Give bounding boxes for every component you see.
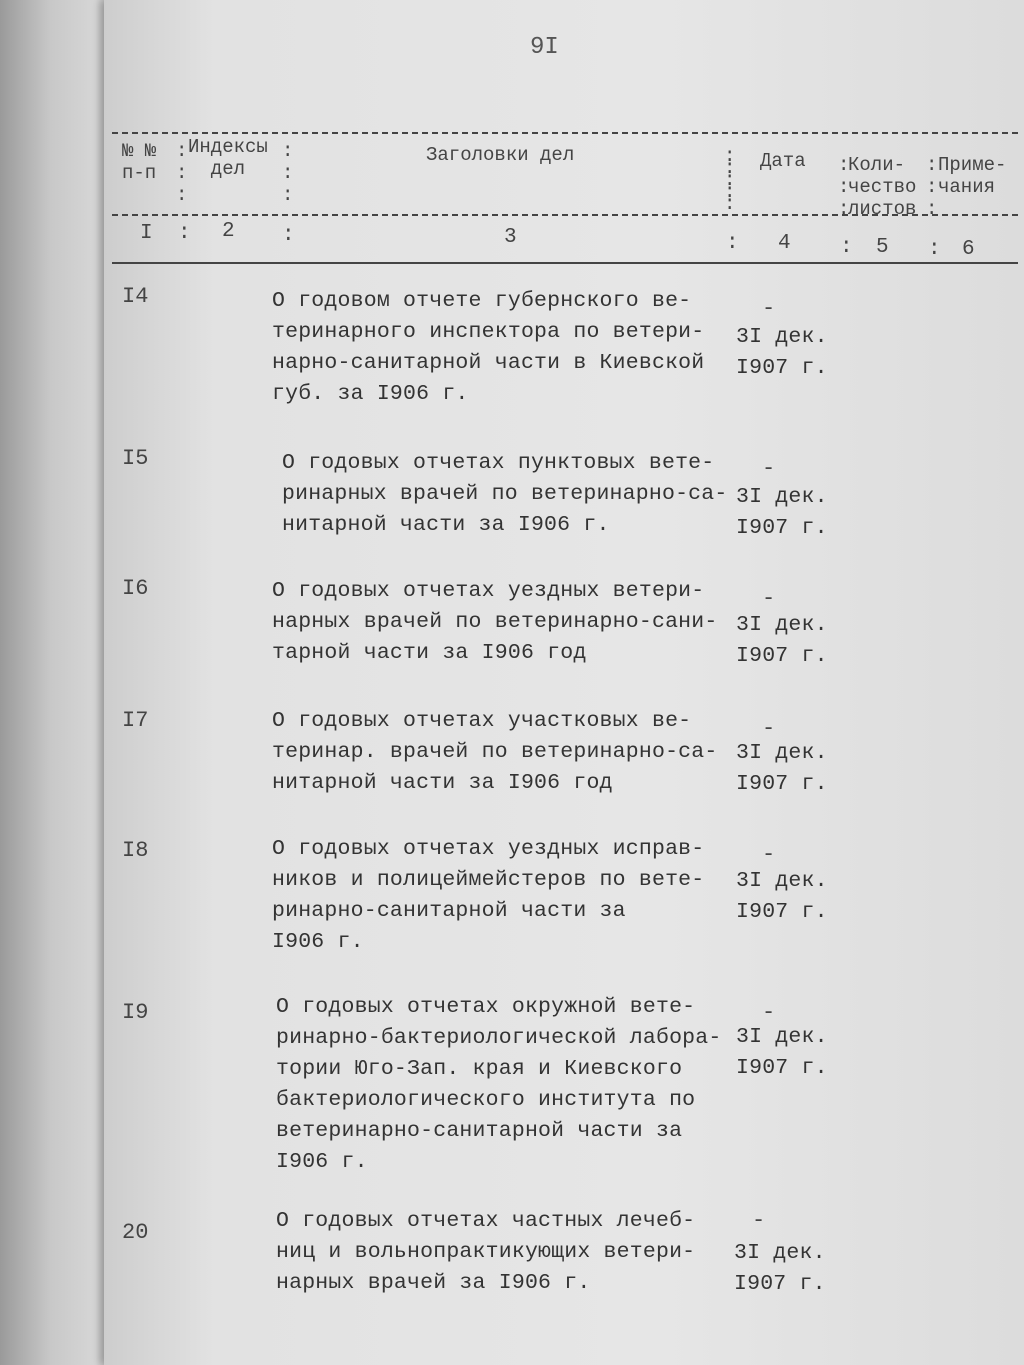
- row-date-dash: -: [762, 296, 776, 321]
- row-date: 3I дек. I907 г.: [736, 869, 828, 924]
- header-sep-4: : : :: [838, 154, 850, 220]
- header-sep-5: : : :: [926, 154, 938, 220]
- colnum-2: 2: [222, 220, 235, 243]
- colnum-6: 6: [962, 238, 975, 261]
- row-date-dash: -: [762, 586, 776, 611]
- row-title: О годовых отчетах пунктовых вете- ринарных врачей по ветеринарно-са- нитарной части за I906 г.: [282, 451, 728, 537]
- header-bottom-rule: [112, 262, 1018, 264]
- header-sep-1: : : :: [176, 140, 188, 206]
- row-title: О годовых отчетах уездных исправ- ников и полицеймейстеров по вете- ринарно-санитарной части за I906 г.: [272, 837, 705, 954]
- row-title: О годовых отчетах уездных ветери- нарных врачей по ветеринарно-сани- тарной части за I906 год: [272, 579, 718, 665]
- row-date-dash: -: [762, 716, 776, 741]
- row-number: I4: [122, 284, 149, 309]
- row-number: I6: [122, 576, 149, 601]
- row-date: 3I дек. I907 г.: [736, 1025, 828, 1080]
- header-mid-rule: [112, 214, 1018, 216]
- header-top-rule: [112, 132, 1018, 134]
- header-col-notes: Приме- чания: [938, 154, 1007, 198]
- row-date: 3I дек. I907 г.: [736, 325, 828, 380]
- row-title: О годовом отчете губернского ве- теринарного инспектора по ветери- нарно-санитарной части в Киевской губ. за I906 г.: [272, 289, 705, 406]
- row-title: О годовых отчетах окружной вете- ринарно-бактериологической лабора- тории Юго-Зап. края и Киевского бактериологического института по ветеринарно-санитарной части за I906 г.: [276, 995, 722, 1174]
- row-date-dash: -: [762, 842, 776, 867]
- row-number: I5: [122, 446, 149, 471]
- colnum-sep-5: :: [928, 238, 941, 261]
- header-sep-3: : : : : :: [724, 145, 736, 215]
- colnum-sep-4: :: [840, 236, 853, 259]
- book-spine: [0, 0, 112, 1365]
- row-date: 3I дек. I907 г.: [736, 485, 828, 540]
- row-number: I8: [122, 838, 149, 863]
- row-date-dash: -: [762, 1000, 776, 1025]
- colnum-4: 4: [778, 232, 791, 255]
- header-col-date: Дата: [760, 150, 806, 172]
- row-title: О годовых отчетах частных лечеб- ниц и вольнопрактикующих ветери- нарных врачей за I906 г.: [276, 1209, 696, 1295]
- row-date: 3I дек. I907 г.: [736, 613, 828, 668]
- header-col-number: № № п-п: [122, 140, 157, 184]
- colnum-5: 5: [876, 236, 889, 259]
- row-number: 20: [122, 1220, 149, 1245]
- colnum-sep-1: :: [178, 222, 191, 245]
- row-title: О годовых отчетах участковых ве- теринар. врачей по ветеринарно-са- нитарной части за I906 год: [272, 709, 718, 795]
- header-col-sheets: Коли- чество листов: [848, 154, 917, 220]
- row-date-dash: -: [752, 1208, 766, 1233]
- page-number: 9I: [530, 34, 559, 61]
- header-sep-2: : : :: [282, 140, 294, 206]
- row-number: I9: [122, 1000, 149, 1025]
- header-col-titles: Заголовки дел: [426, 144, 575, 166]
- header-col-index: Индексы дел: [188, 136, 268, 180]
- colnum-3: 3: [504, 226, 517, 249]
- row-date-dash: -: [762, 456, 776, 481]
- colnum-sep-3: :: [726, 232, 739, 255]
- row-number: I7: [122, 708, 149, 733]
- row-date: 3I дек. I907 г.: [736, 741, 828, 796]
- colnum-sep-2: :: [282, 224, 295, 247]
- colnum-1: I: [140, 222, 153, 245]
- row-date: 3I дек. I907 г.: [734, 1241, 826, 1296]
